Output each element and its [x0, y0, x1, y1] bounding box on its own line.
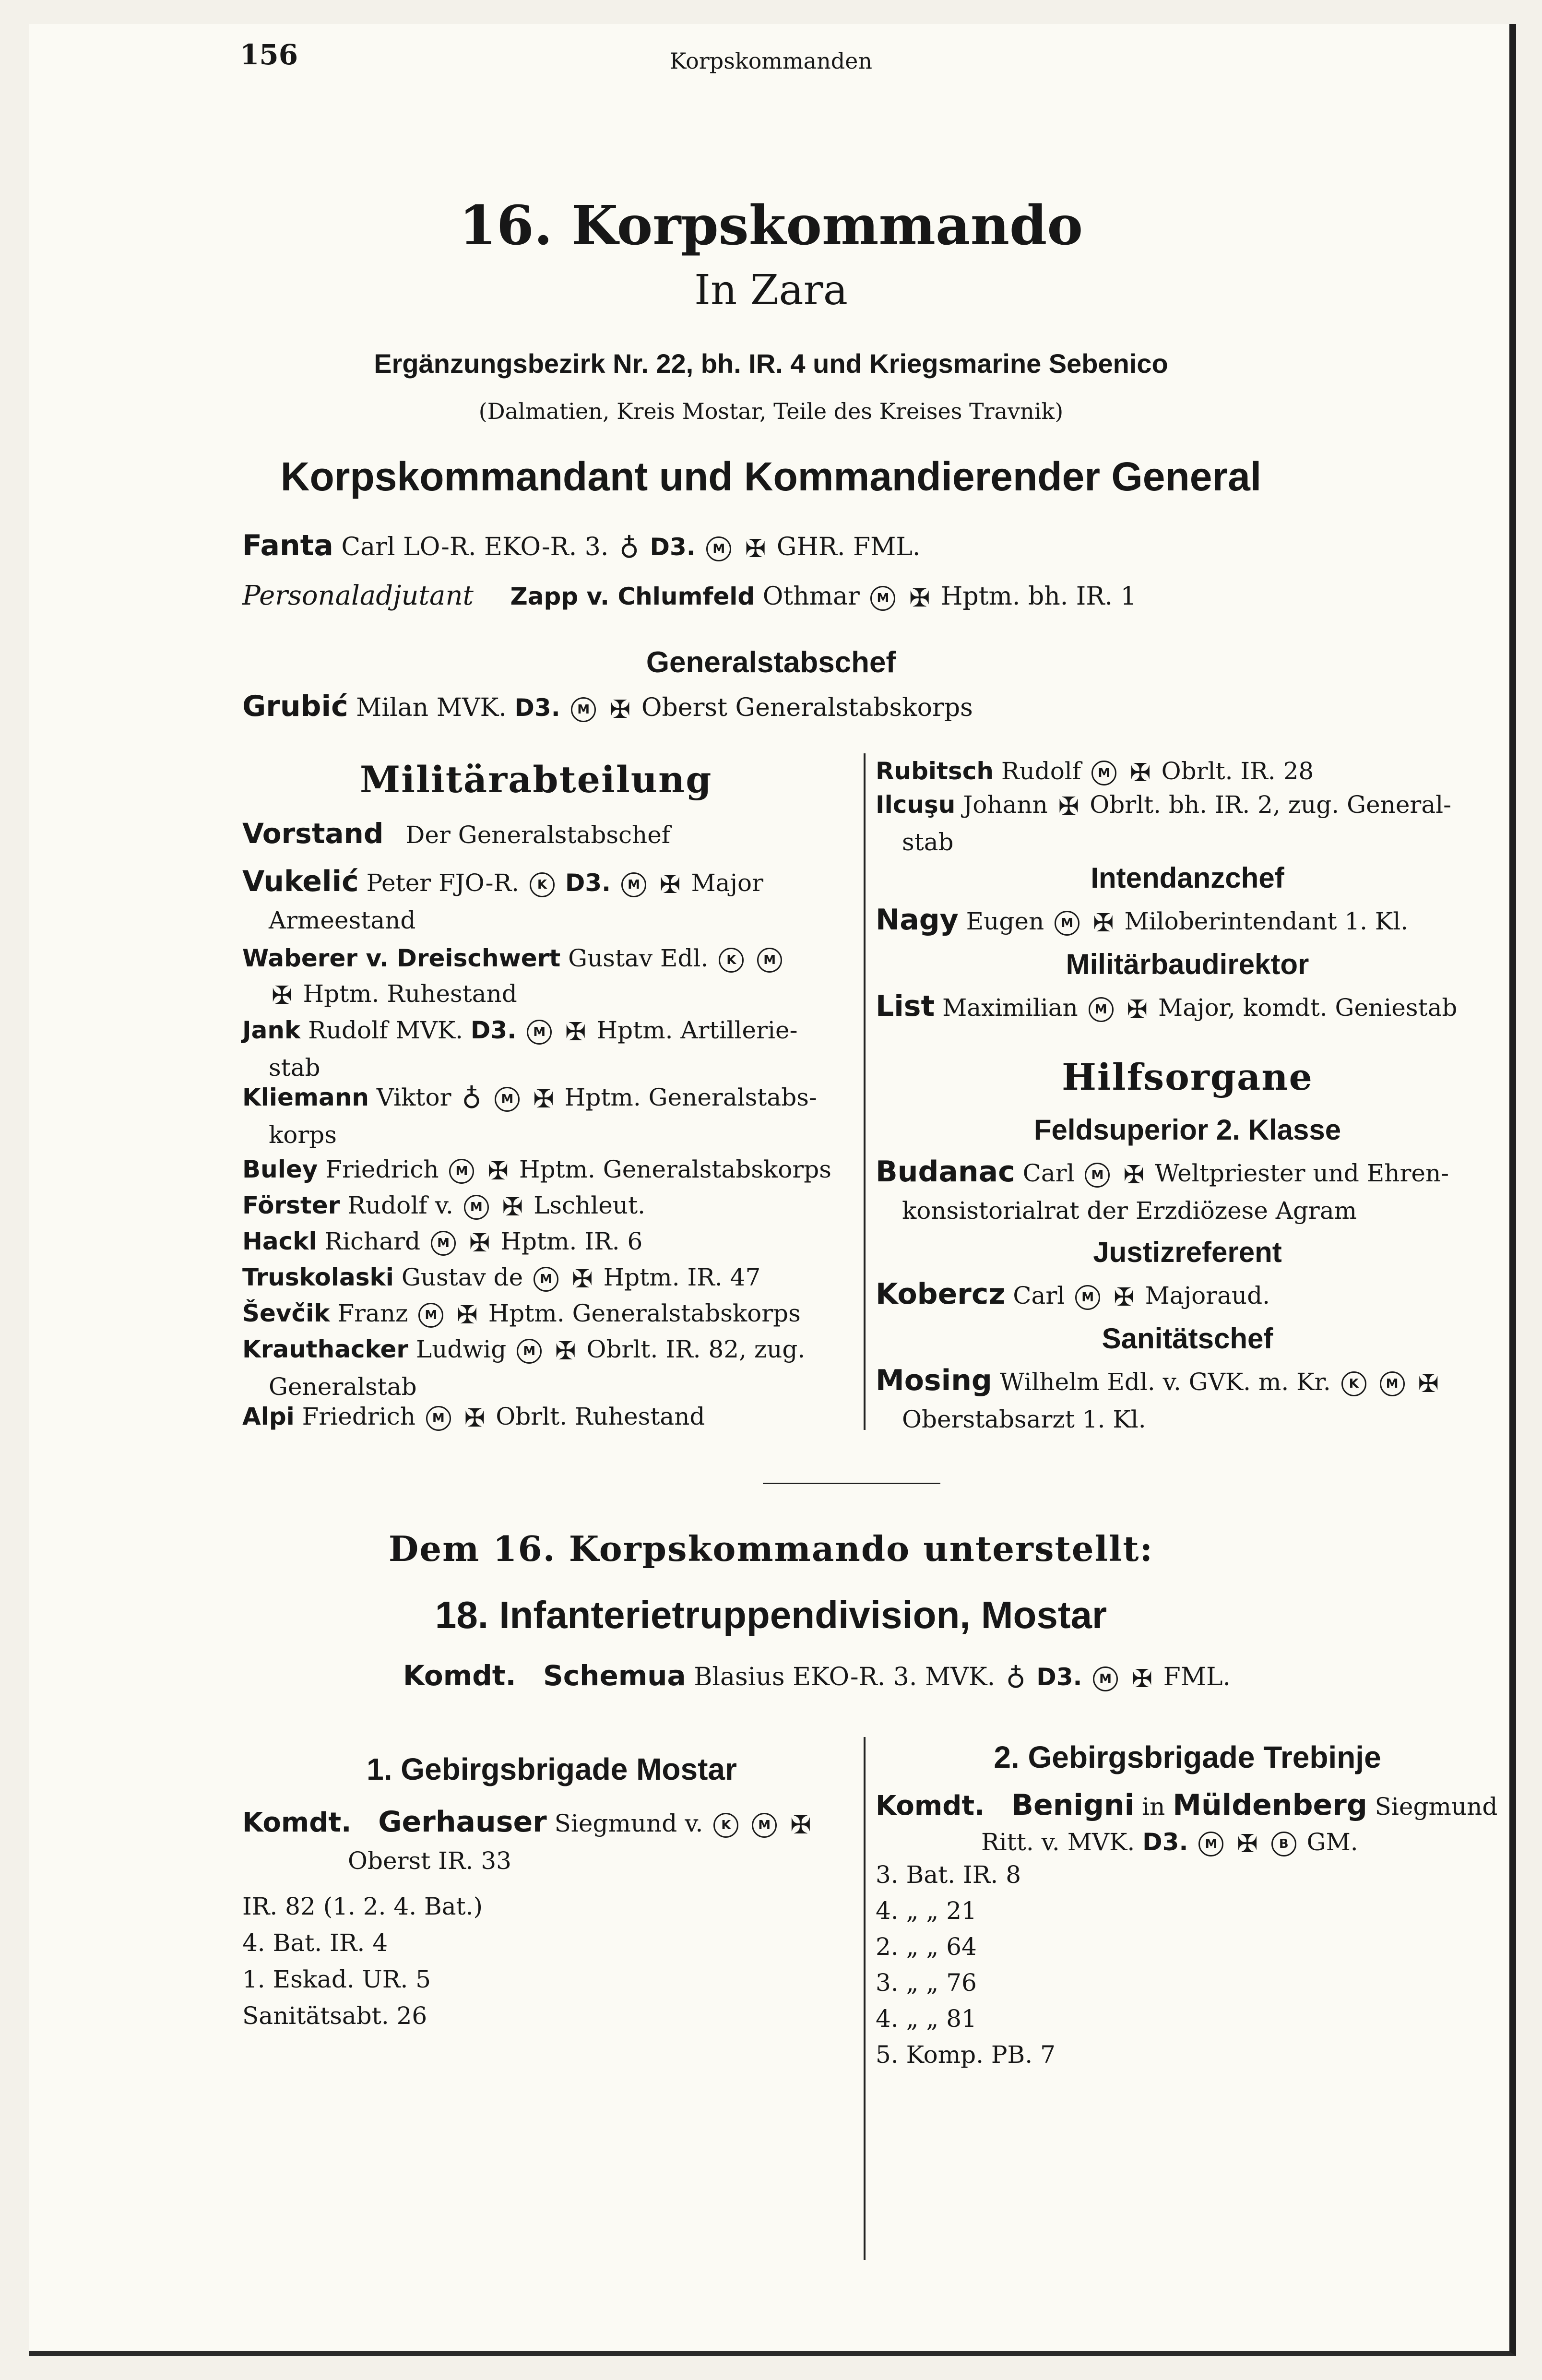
- brigade2-commander-entry: [876, 1787, 1497, 1862]
- chief-rank: Oberst Generalstabskorps: [641, 693, 973, 722]
- division-commander-entry: [403, 1658, 1231, 1697]
- person-name: Mosing: [876, 1364, 992, 1397]
- m-medal-icon: M: [706, 536, 731, 561]
- person-detail-cont: Hptm. Ruhestand: [303, 980, 517, 1008]
- kliemann-entry: [242, 1080, 817, 1153]
- commander-d3: D3.: [650, 533, 696, 561]
- cross-icon: ✠: [660, 870, 681, 899]
- unit-line: 4. Bat. IR. 4: [242, 1929, 388, 1957]
- unit-line: 3. Bat. IR. 8: [876, 1861, 1021, 1889]
- d3-decoration: D3.: [470, 1016, 517, 1044]
- d3-decoration: D3.: [565, 869, 611, 897]
- m-medal-icon: M: [431, 1231, 456, 1256]
- person-detail: Ludwig: [416, 1335, 507, 1363]
- adjutant-name: Zapp v. Chlumfeld: [510, 583, 755, 610]
- kobercz-entry: [876, 1276, 1270, 1315]
- person-rank: Hptm. Generalstabskorps: [519, 1155, 831, 1183]
- krauthacker-entry: [242, 1332, 805, 1404]
- person-rank: GM.: [1306, 1828, 1358, 1856]
- person-detail: Carl: [1013, 1282, 1065, 1309]
- running-title: Korpskommanden: [669, 48, 873, 74]
- alpi-entry: [242, 1399, 705, 1436]
- adjutant-rank: Hptm. bh. IR. 1: [941, 582, 1137, 611]
- cross-icon: ✠: [1058, 792, 1079, 821]
- k-medal-icon: K: [530, 872, 555, 897]
- m-medal-icon: M: [1085, 1163, 1110, 1188]
- cross-icon: ✠: [533, 1085, 554, 1114]
- person-name: Buley: [242, 1155, 318, 1183]
- commander-entry: [242, 528, 920, 567]
- cross-icon: ✠: [745, 534, 766, 563]
- cross-icon: ✠: [572, 1265, 593, 1294]
- unit-line: 2. „ „ 64: [876, 1933, 977, 1961]
- person-rank: FML.: [1163, 1663, 1231, 1691]
- cross-icon: ✠: [1418, 1369, 1439, 1398]
- person-name-2: Müldenberg: [1173, 1788, 1367, 1822]
- person-name: Jank: [242, 1016, 301, 1044]
- budanac-entry: [876, 1154, 1449, 1228]
- militaerabteilung-heading: Militärabteilung: [360, 758, 712, 801]
- chief-d3: D3.: [514, 694, 560, 722]
- hackl-entry: [242, 1224, 642, 1261]
- commander-name: Fanta: [242, 529, 333, 562]
- list-entry: [876, 988, 1457, 1027]
- person-detail: Rudolf v.: [347, 1191, 453, 1219]
- m-medal-icon: M: [621, 872, 646, 897]
- order-icon: ♁: [619, 533, 639, 564]
- title-district: Ergänzungsbezirk Nr. 22, bh. IR. 4 und Kriegsmarine Sebenico: [374, 348, 1168, 379]
- person-name: Ševčik: [242, 1299, 330, 1327]
- person-rank: Hptm. Artillerie-: [596, 1016, 798, 1044]
- m-medal-icon: M: [449, 1159, 474, 1184]
- cross-icon: ✠: [1114, 1283, 1135, 1312]
- m-medal-icon: M: [1091, 761, 1116, 785]
- unit-line: 3. „ „ 76: [876, 1969, 977, 1997]
- person-name: Hackl: [242, 1227, 317, 1255]
- commander-rank: GHR. FML.: [776, 533, 921, 561]
- person-rank: Hptm. Generalstabskorps: [488, 1299, 801, 1327]
- m-medal-icon: M: [1055, 911, 1079, 936]
- title-district-note: (Dalmatien, Kreis Mostar, Teile des Kreises Travnik): [478, 398, 1064, 424]
- chief-entry: [242, 689, 973, 727]
- order-icon: ♁: [462, 1083, 482, 1115]
- ilcusu-entry: [876, 787, 1451, 860]
- chief-decorations: Milan MVK.: [356, 693, 507, 722]
- person-name: Schemua: [543, 1659, 686, 1692]
- person-detail: Gustav Edl.: [568, 944, 709, 972]
- cross-icon: ✠: [272, 981, 293, 1010]
- adjutant-role: Personaladjutant: [242, 580, 474, 611]
- person-detail-cont: konsistorialrat der Erzdiözese Agram: [902, 1197, 1357, 1225]
- cross-icon: ✠: [1131, 1664, 1153, 1693]
- cross-icon: ✠: [565, 1018, 586, 1047]
- person-rank: Obrlt. Ruhestand: [496, 1403, 705, 1430]
- brigade-divider: [864, 1737, 866, 2260]
- person-name: Gerhauser: [378, 1805, 547, 1839]
- person-rank: Major, komdt. Geniestab: [1158, 994, 1458, 1022]
- chief-heading: Generalstabschef: [646, 646, 896, 679]
- person-detail-cont: Generalstab: [269, 1373, 417, 1401]
- subordinate-heading: Dem 16. Korpskommando unterstellt:: [388, 1528, 1154, 1569]
- cross-icon: ✠: [909, 583, 930, 613]
- person-rank: Lschleut.: [534, 1191, 645, 1219]
- unit-line: 1. Eskad. UR. 5: [242, 1965, 431, 1993]
- person-detail: Carl: [1022, 1159, 1075, 1187]
- person-name: Benigni: [1011, 1788, 1135, 1822]
- person-detail-cont: Ritt. v. MVK.: [981, 1828, 1135, 1856]
- vukelic-entry: [242, 864, 763, 938]
- cross-icon: ✠: [555, 1337, 576, 1366]
- cross-icon: ✠: [502, 1193, 523, 1222]
- waberer-entry: [242, 940, 785, 1013]
- person-first: Siegmund: [1375, 1793, 1498, 1821]
- person-detail: Siegmund v.: [554, 1809, 703, 1837]
- person-name: Krauthacker: [242, 1335, 409, 1363]
- person-detail: Friedrich: [302, 1403, 415, 1430]
- komdt-label: Komdt.: [876, 1790, 985, 1821]
- rubitsch-entry: [876, 753, 1314, 791]
- cross-icon: ✠: [464, 1404, 486, 1433]
- page-title: 16. Korpskommando: [459, 194, 1083, 257]
- unit-line: Sanitätsabt. 26: [242, 2002, 427, 2030]
- m-medal-icon: M: [464, 1195, 489, 1220]
- person-detail: Richard: [324, 1227, 421, 1255]
- person-detail-cont: Oberstabsarzt 1. Kl.: [902, 1405, 1146, 1433]
- division-heading: 18. Infanterietruppendivision, Mostar: [435, 1594, 1107, 1636]
- cross-icon: ✠: [457, 1301, 478, 1330]
- vorstand-entry: [242, 816, 670, 853]
- page-number: 156: [240, 38, 298, 71]
- person-detail: Franz: [337, 1299, 408, 1327]
- unit-line: 4. „ „ 81: [876, 2005, 977, 2033]
- m-medal-icon: M: [495, 1087, 520, 1112]
- person-name: Rubitsch: [876, 757, 994, 785]
- sanitat-heading: Sanitätschef: [1102, 1322, 1273, 1355]
- m-medal-icon: M: [534, 1267, 558, 1292]
- person-detail: Rudolf MVK.: [308, 1016, 463, 1044]
- person-detail: Peter FJO-R.: [366, 869, 520, 897]
- cross-icon: ✠: [487, 1157, 509, 1186]
- brigade2-units: [876, 1857, 1056, 2073]
- cross-icon: ✠: [790, 1811, 811, 1840]
- m-medal-icon: M: [1198, 1832, 1223, 1856]
- unit-line: 4. „ „ 21: [876, 1897, 977, 1925]
- cross-icon: ✠: [1130, 759, 1151, 787]
- unit-line: IR. 82 (1. 2. 4. Bat.): [242, 1892, 483, 1920]
- mosing-entry: [876, 1363, 1442, 1437]
- adjutant-first: Othmar: [762, 582, 860, 611]
- m-medal-icon: M: [757, 948, 782, 973]
- person-rank: Oberst IR. 33: [348, 1847, 511, 1875]
- m-medal-icon: M: [1380, 1371, 1405, 1396]
- sevcik-entry: [242, 1296, 801, 1333]
- adjutant-entry: [242, 578, 1137, 616]
- buley-entry: [242, 1152, 831, 1189]
- title-location: In Zara: [694, 266, 848, 314]
- cross-icon: ✠: [609, 695, 631, 724]
- brigade1-units: [242, 1888, 483, 2034]
- m-medal-icon: M: [1075, 1285, 1100, 1310]
- brigade2-heading: 2. Gebirgsbrigade Trebinje: [994, 1740, 1381, 1774]
- m-medal-icon: M: [1093, 1666, 1118, 1691]
- m-medal-icon: M: [426, 1406, 451, 1431]
- column-divider: [864, 753, 866, 1430]
- person-rank: Hptm. IR. 47: [603, 1263, 761, 1291]
- person-rank: Obrlt. IR. 82, zug.: [586, 1335, 806, 1363]
- cross-icon: ✠: [1127, 995, 1148, 1024]
- m-medal-icon: M: [571, 697, 596, 722]
- person-detail: in: [1142, 1793, 1165, 1821]
- komdt-label: Komdt.: [403, 1659, 516, 1692]
- person-name: Waberer v. Dreischwert: [242, 944, 561, 972]
- person-detail: Viktor: [376, 1083, 451, 1111]
- person-detail-cont: korps: [269, 1121, 337, 1149]
- person-rank: Obrlt. bh. IR. 2, zug. General-: [1090, 791, 1452, 819]
- person-rank: Majoraud.: [1145, 1282, 1270, 1309]
- m-medal-icon: M: [517, 1339, 542, 1364]
- cross-icon: ✠: [1123, 1161, 1144, 1190]
- order-icon: ♁: [1006, 1663, 1026, 1694]
- person-detail: Rudolf: [1001, 757, 1081, 785]
- person-name: Vukelić: [242, 865, 359, 898]
- person-rank: Miloberintendant 1. Kl.: [1124, 907, 1409, 935]
- truskolaski-entry: [242, 1260, 760, 1297]
- person-detail: Eugen: [966, 907, 1044, 935]
- vorstand-value: Der Generalstabschef: [405, 821, 671, 849]
- m-medal-icon: M: [870, 586, 895, 611]
- hilfsorgane-heading: Hilfsorgane: [1062, 1056, 1313, 1098]
- person-detail-cont: Armeestand: [269, 906, 416, 934]
- feldsuperior-heading: Feldsuperior 2. Klasse: [1033, 1114, 1341, 1146]
- baudirektor-heading: Militärbaudirektor: [1066, 948, 1309, 980]
- person-detail: Blasius EKO-R. 3. MVK.: [694, 1663, 996, 1691]
- m-medal-icon: M: [752, 1813, 777, 1838]
- person-detail: Gustav de: [401, 1263, 523, 1291]
- intendanz-heading: Intendanzchef: [1091, 862, 1284, 894]
- person-name: List: [876, 989, 935, 1023]
- commander-heading: Korpskommandant und Kommandierender General: [280, 454, 1262, 499]
- person-detail-cont: stab: [269, 1054, 320, 1082]
- justiz-heading: Justizreferent: [1093, 1236, 1282, 1268]
- brigade1-commander-entry: [242, 1804, 814, 1879]
- cross-icon: ✠: [1237, 1830, 1258, 1858]
- person-name: Förster: [242, 1191, 340, 1219]
- person-name: Budanac: [876, 1155, 1015, 1189]
- cross-icon: ✠: [1092, 909, 1114, 938]
- b-medal-icon: B: [1271, 1832, 1296, 1856]
- person-name: Kliemann: [242, 1083, 369, 1111]
- d3-decoration: D3.: [1036, 1663, 1082, 1691]
- forster-entry: [242, 1188, 645, 1225]
- person-name: Truskolaski: [242, 1263, 394, 1291]
- person-name: Alpi: [242, 1403, 295, 1430]
- chief-name: Grubić: [242, 690, 348, 723]
- person-detail: Wilhelm Edl. v. GVK. m. Kr.: [999, 1368, 1331, 1396]
- unit-line: 5. Komp. PB. 7: [876, 2041, 1056, 2069]
- person-rank: Obrlt. IR. 28: [1161, 757, 1314, 785]
- section-divider: [763, 1483, 940, 1484]
- m-medal-icon: M: [1089, 997, 1114, 1022]
- person-rank: Hptm. IR. 6: [500, 1227, 643, 1255]
- person-detail-cont: stab: [902, 828, 954, 856]
- komdt-label: Komdt.: [242, 1807, 352, 1838]
- vorstand-label: Vorstand: [242, 817, 384, 850]
- nagy-entry: [876, 902, 1408, 941]
- person-detail: Maximilian: [942, 994, 1078, 1022]
- person-rank: Major: [691, 869, 763, 897]
- person-detail: Friedrich: [325, 1155, 439, 1183]
- jank-entry: [242, 1012, 797, 1085]
- commander-decorations: Carl LO-R. EKO-R. 3.: [341, 533, 609, 561]
- m-medal-icon: M: [418, 1303, 443, 1328]
- person-name: Ilcuşu: [876, 791, 956, 819]
- person-rank: Weltpriester und Ehren-: [1154, 1159, 1449, 1187]
- person-name: Kobercz: [876, 1277, 1006, 1311]
- person-name: Nagy: [876, 903, 959, 937]
- m-medal-icon: M: [527, 1020, 552, 1045]
- person-rank: Hptm. Generalstabs-: [564, 1083, 817, 1111]
- k-medal-icon: K: [1341, 1371, 1366, 1396]
- person-detail: Johann: [963, 791, 1048, 819]
- k-medal-icon: K: [713, 1813, 738, 1838]
- cross-icon: ✠: [469, 1229, 490, 1258]
- d3-decoration: D3.: [1142, 1828, 1188, 1856]
- k-medal-icon: K: [719, 948, 744, 973]
- brigade1-heading: 1. Gebirgsbrigade Mostar: [367, 1752, 737, 1786]
